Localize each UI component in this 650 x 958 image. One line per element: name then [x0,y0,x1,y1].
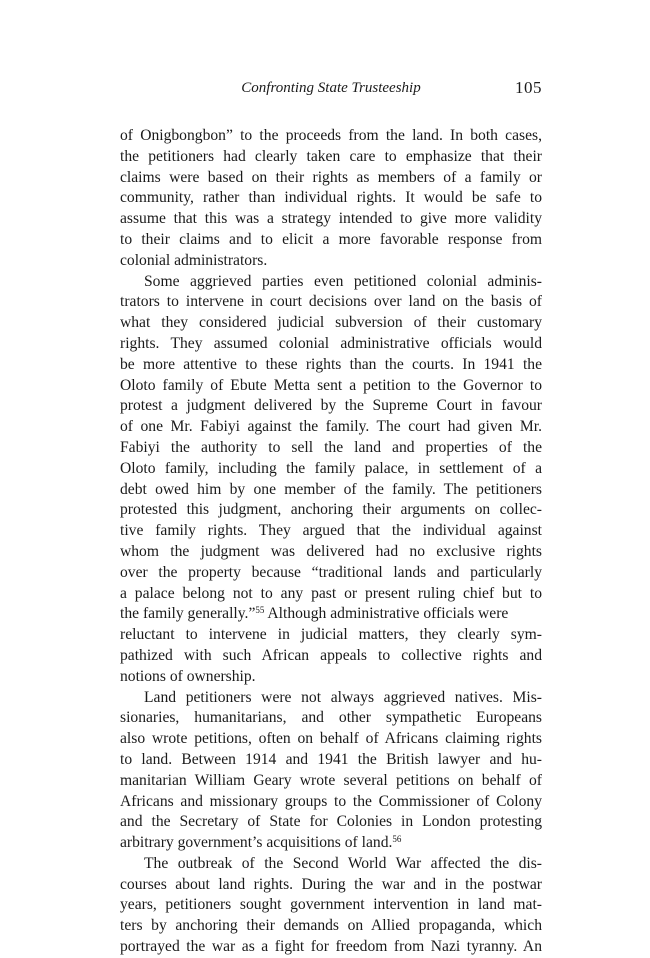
text-line: be more attentive to these rights than the courts. In 1941 the [120,355,542,373]
footnote-ref-56: 56 [392,834,402,845]
text-line: to land. Between 1914 and 1941 the British lawyer and hu- [120,750,542,768]
text-line: to their claims and to elicit a more favorable response from [120,230,542,248]
text-line: protested this judgment, anchoring their arguments on collec- [120,501,542,519]
text-line: of one Mr. Fabiyi against the family. The court had given Mr. [120,418,542,436]
text-line: Fabiyi the authority to sell the land and properties of the [120,438,542,456]
running-header [120,79,542,101]
text-line: claims were based on their rights as members of a family or [120,168,542,186]
text-line: rights. They assumed colonial administrative officials would [120,334,542,352]
text-line: community, rather than individual rights. It would be safe to [120,189,542,207]
text-line: Land petitioners were not always aggrieved natives. Mis- [144,688,542,706]
running-title: Confronting State Trusteeship [241,80,421,96]
text-line: the petitioners had clearly taken care to emphasize that their [120,147,542,165]
text-line-with-footnote [120,833,542,854]
text-line: Some aggrieved parties even petitioned colonial adminis- [144,272,542,290]
text-line: assume that this was a strategy intended to give more validity [120,210,542,228]
text-line: over the property because “traditional lands and particularly [120,563,542,581]
text-line: what they considered judicial subversion of their customary [120,314,542,332]
text-line: also wrote petitions, often on behalf of Africans claiming rights [120,730,542,748]
text-line: a palace belong not to any past or present ruling chief but to [120,584,542,602]
text-line: years, petitioners sought government intervention in land mat- [120,896,542,914]
text-line: manitarian William Geary wrote several petitions on behalf of [120,771,542,789]
text-line: debt owed him by one member of the family. The petitioners [120,480,542,498]
text-line: portrayed the war as a fight for freedom from Nazi tyranny. An [120,938,542,956]
text-line: colonial administrators. [120,251,268,269]
page-number: 105 [515,78,542,97]
text-line: ters by anchoring their demands on Allied propaganda, which [120,917,542,935]
text-line: courses about land rights. During the war and in the postwar [120,875,542,893]
text-line: sionaries, humanitarians, and other sympathetic Europeans [120,709,542,727]
text-line: whom the judgment was delivered had no exclusive rights [120,542,542,560]
text-line: Africans and missionary groups to the Commissioner of Colony [120,792,542,810]
text-line: and the Secretary of State for Colonies in London protesting [120,813,542,831]
text-segment: arbitrary government’s acquisitions of land. [120,834,393,852]
text-line: Oloto family, including the family palace, in settlement of a [120,459,542,477]
text-line-with-footnote [120,604,542,625]
text-line: The outbreak of the Second World War affected the dis- [144,854,542,872]
footnote-ref-55: 55 [255,605,265,616]
text-segment: the family generally.” [120,605,256,623]
text-line: protest a judgment delivered by the Supreme Court in favour [120,397,542,415]
text-line: of Onigbongbon” to the proceeds from the land. In both cases, [120,127,542,144]
text-line: Oloto family of Ebute Metta sent a petition to the Governor to [120,376,542,394]
text-segment: Although administrative officials were [264,605,509,623]
body-text [120,126,542,958]
text-line: pathized with such African appeals to collective rights and [120,646,542,664]
text-line: trators to intervene in court decisions over land on the basis of [120,293,542,311]
text-line: notions of ownership. [120,667,256,685]
text-line: reluctant to intervene in judicial matters, they clearly sym- [120,626,542,644]
text-line: tive family rights. They argued that the individual against [120,522,542,540]
